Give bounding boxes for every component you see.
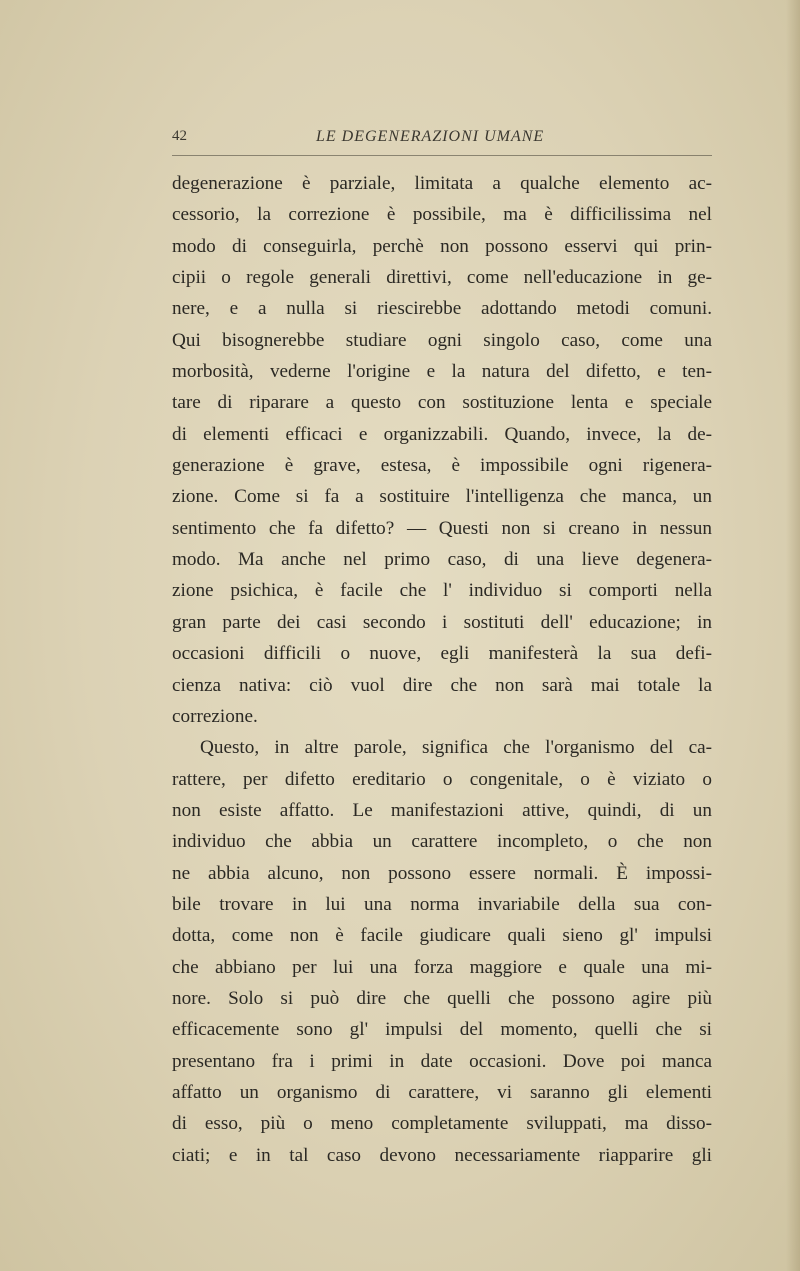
page-number: 42 [172, 128, 187, 144]
text-line: modo. Ma anche nel primo caso, di una lieve degenera- [172, 549, 712, 571]
text-line: occasioni difficili o nuove, egli manifesterà la sua defi- [172, 643, 712, 665]
header-rule [172, 155, 712, 156]
running-title: LE DEGENERAZIONI UMANE [316, 128, 545, 145]
text-line: presentano fra i primi in date occasioni. Dove poi manca [172, 1050, 712, 1072]
text-line: affatto un organismo di carattere, vi saranno gli elementi [172, 1081, 712, 1103]
text-line: zione psichica, è facile che l' individuo si comporti nella [172, 580, 712, 602]
text-line: degenerazione è parziale, limitata a qualche elemento ac- [172, 173, 712, 194]
text-line: rattere, per difetto ereditario o congenitale, o è viziato o [172, 768, 712, 790]
text-line: sentimento che fa difetto? — Questi non si creano in nessun [172, 517, 712, 539]
page-edge-shadow [786, 0, 800, 1271]
text-line: cessorio, la correzione è possibile, ma è difficilissima nel [172, 204, 712, 226]
text-line: bile trovare in lui una norma invariabile della sua con- [172, 893, 712, 915]
text-line: ciati; e in tal caso devono necessariamente riapparire gli [172, 1144, 712, 1166]
text-line: non esiste affatto. Le manifestazioni attive, quindi, di un [172, 799, 712, 821]
text-line: cienza nativa: ciò vuol dire che non sarà mai totale la [172, 674, 712, 696]
text-line: zione. Come si fa a sostituire l'intelligenza che manca, un [172, 486, 712, 508]
text-line: efficacemente sono gl' impulsi del momento, quelli che si [172, 1019, 712, 1041]
text-line: gran parte dei casi secondo i sostituti dell' educazione; in [172, 611, 712, 633]
text-line: Qui bisognerebbe studiare ogni singolo caso, come una [172, 329, 712, 351]
text-line: tare di riparare a questo con sostituzione lenta e speciale [172, 392, 712, 414]
text-line: ne abbia alcuno, non possono essere normali. È impossi- [172, 862, 712, 884]
text-line: modo di conseguirla, perchè non possono esservi qui prin- [172, 235, 712, 257]
text-line: che abbiano per lui una forza maggiore e quale una mi- [172, 956, 712, 978]
text-line: Questo, in altre parole, significa che l'organismo del ca- [200, 737, 712, 759]
text-line: di esso, più o meno completamente sviluppati, ma disso- [172, 1113, 712, 1135]
text-line: morbosità, vederne l'origine e la natura del difetto, e ten- [172, 361, 712, 383]
text-line: correzione. [172, 705, 258, 727]
text-line: individuo che abbia un carattere incompleto, o che non [172, 831, 712, 853]
page-header [172, 128, 712, 152]
text-line: cipii o regole generali direttivi, come nell'educazione in ge- [172, 267, 712, 289]
text-line: di elementi efficaci e organizzabili. Quando, invece, la de- [172, 423, 712, 445]
text-line: nere, e a nulla si riescirebbe adottando metodi comuni. [172, 298, 712, 320]
text-line: generazione è grave, estesa, è impossibile ogni rigenera- [172, 455, 712, 477]
body-text [172, 168, 712, 1171]
text-line: dotta, come non è facile giudicare quali sieno gl' impulsi [172, 925, 712, 947]
text-line: nore. Solo si può dire che quelli che possono agire più [172, 987, 712, 1009]
